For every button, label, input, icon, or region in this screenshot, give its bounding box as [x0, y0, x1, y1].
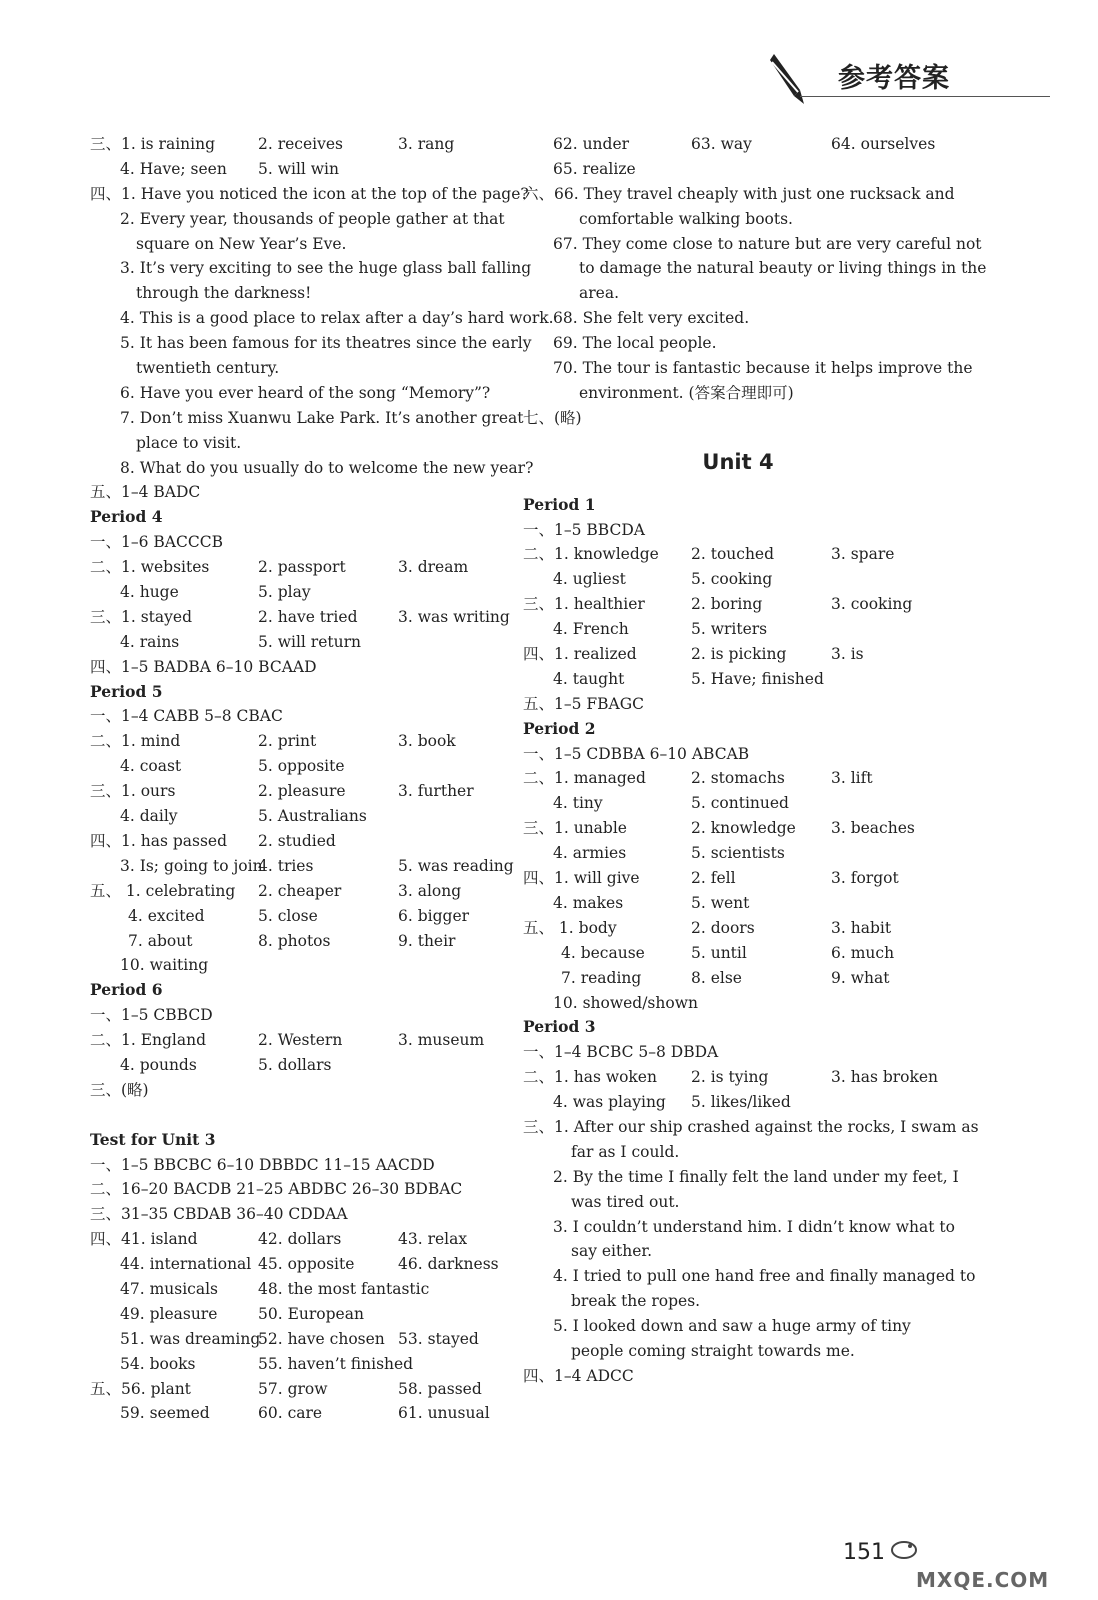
answer-text: 2. fell	[691, 869, 736, 888]
answer-text: 5. close	[258, 906, 318, 925]
answer-text: 二、1. has woken	[523, 1068, 657, 1087]
answer-text: 2. By the time I finally felt the land under my feet, I	[553, 1167, 959, 1186]
answer-line	[90, 456, 534, 481]
answer-text: 3. I couldn’t understand him. I didn’t know what to	[553, 1217, 955, 1236]
answer-text: 55. haven’t finished	[258, 1354, 414, 1373]
answer-line	[90, 431, 520, 456]
answer-text: 4. daily	[120, 807, 178, 826]
answer-line	[90, 929, 520, 954]
answer-text: 三、1. ours	[90, 782, 176, 801]
answer-line	[523, 1264, 976, 1289]
answer-text: 4. was playing	[553, 1093, 666, 1112]
answer-text: 46. darkness	[398, 1255, 499, 1274]
answer-line	[90, 1302, 520, 1327]
answer-text: 58. passed	[398, 1379, 482, 1398]
answer-text: 5. dollars	[258, 1055, 332, 1074]
answer-line	[523, 742, 953, 767]
answer-text: 2. knowledge	[691, 819, 796, 838]
answer-line	[90, 207, 520, 232]
answer-text: 67. They come close to nature but are very careful not	[553, 234, 982, 253]
answer-line	[523, 866, 953, 891]
answer-text: 8. else	[691, 968, 742, 987]
answer-text: 61. unusual	[398, 1404, 490, 1423]
answer-line	[523, 182, 953, 207]
answer-text: 2. receives	[258, 135, 343, 153]
answer-text: 3. book	[398, 732, 456, 751]
answer-text: 三、1. is raining	[90, 135, 216, 153]
answer-text: 53. stayed	[398, 1329, 479, 1348]
answer-text: 一、1–4 BCBC 5–8 DBDA	[523, 1043, 719, 1062]
answer-text: 2. pleasure	[258, 782, 346, 801]
answer-text: 三、1. After our ship crashed against the rocks, I swam as	[523, 1117, 979, 1136]
answer-text: 三、1. unable	[523, 819, 627, 838]
answer-line	[523, 717, 953, 742]
watermark	[884, 1530, 1084, 1596]
answer-text: 4. ugliest	[553, 570, 626, 589]
section-heading: Period 2	[523, 718, 596, 738]
answer-text: 63. way	[691, 135, 752, 153]
answer-text: 3. was writing	[398, 607, 510, 626]
answer-line	[523, 1190, 953, 1215]
answer-text: 一、1–6 BACCCB	[90, 533, 223, 552]
answer-line	[523, 1239, 953, 1264]
answer-line	[90, 1103, 520, 1128]
answer-text: square on New Year’s Eve.	[136, 234, 347, 253]
answer-line	[90, 1128, 520, 1153]
answer-text: environment. (答案合理即可)	[579, 383, 794, 402]
answer-text: 4. Have; seen	[120, 159, 227, 178]
answer-line	[523, 1065, 953, 1090]
answer-text: 70. The tour is fantastic because it helps improve the	[553, 359, 973, 378]
answer-line	[90, 978, 520, 1003]
answer-line	[90, 1003, 520, 1028]
section-heading: Test for Unit 3	[90, 1129, 216, 1149]
answer-line	[90, 680, 520, 705]
answer-text: 4. because	[561, 943, 645, 962]
answer-text: 4. makes	[553, 893, 624, 912]
answer-line	[90, 132, 520, 157]
answer-line	[523, 1364, 953, 1389]
answer-text: 4. rains	[120, 632, 180, 651]
answer-line	[90, 1028, 520, 1053]
section-heading: Period 1	[523, 494, 596, 514]
answer-line	[523, 991, 953, 1016]
answer-text: 62. under	[553, 135, 630, 153]
answer-line	[523, 1040, 953, 1065]
answer-text: 52. have chosen	[258, 1329, 385, 1348]
answer-line	[90, 953, 520, 978]
answer-text: 4. taught	[553, 669, 625, 688]
answer-line	[523, 816, 953, 841]
answer-text: 5. I looked down and saw a huge army of tiny	[553, 1317, 911, 1336]
answer-text: 48. the most fantastic	[258, 1279, 430, 1298]
answer-line	[90, 779, 520, 804]
header-rule	[800, 96, 1050, 97]
answer-line	[90, 704, 520, 729]
answer-text: 四、1–5 BADBA 6–10 BCAAD	[90, 657, 317, 676]
unit-heading: Unit 4	[702, 449, 774, 474]
answer-line	[90, 1078, 520, 1103]
answer-text: 5. continued	[691, 794, 789, 813]
answer-text: 3. rang	[398, 135, 455, 153]
answer-text: 3. forgot	[831, 869, 899, 888]
answer-text: 4. armies	[553, 844, 627, 863]
answer-line	[90, 530, 520, 555]
answer-text: 4. This is a good place to relax after a day’s hard work.	[120, 309, 554, 328]
answer-text: 3. further	[398, 782, 474, 801]
answer-text: 2. stomachs	[691, 769, 785, 788]
answer-line	[90, 754, 520, 779]
answer-text: 一、1–5 CDBBA 6–10 ABCAB	[523, 744, 750, 763]
answer-line	[90, 555, 520, 580]
answer-text: 10. showed/shown	[553, 993, 698, 1012]
answer-text: 六、66. They travel cheaply with just one rucksack and	[523, 184, 955, 203]
answer-text: 4. excited	[128, 906, 205, 925]
answer-text: 5. likes/liked	[691, 1093, 791, 1112]
answer-text: 68. She felt very excited.	[553, 309, 750, 328]
answer-text: 3. museum	[398, 1031, 485, 1050]
answer-text: 二、1. websites	[90, 558, 210, 577]
pen-icon	[760, 50, 840, 110]
answer-text: 2. passport	[258, 558, 346, 577]
answer-line	[523, 493, 953, 518]
answer-text: 2. is picking	[691, 645, 787, 664]
answer-text: 2. is tying	[691, 1068, 769, 1087]
answer-text: 7. reading	[561, 968, 642, 987]
answer-text: 三、1. stayed	[90, 607, 192, 626]
answer-line	[90, 281, 520, 306]
answer-line	[90, 1153, 520, 1178]
answer-line	[90, 1277, 520, 1302]
answer-text: 五、 1. body	[523, 918, 617, 937]
answer-line	[523, 256, 987, 281]
right-column-bottom	[523, 493, 979, 1389]
answer-text: through the darkness!	[136, 284, 312, 303]
answer-text: 2. Western	[258, 1031, 343, 1050]
answer-text: 6. Have you ever heard of the song “Memory”?	[120, 383, 491, 402]
answer-text: 5. Have; finished	[691, 669, 824, 688]
answer-text: 三、1. healthier	[523, 595, 645, 614]
answer-line	[523, 518, 953, 543]
answer-text: 3. beaches	[831, 819, 915, 838]
answer-text: 57. grow	[258, 1379, 328, 1398]
answer-line	[523, 281, 953, 306]
answer-text: 42. dollars	[258, 1230, 342, 1249]
answer-text: 一、1–5 BBCDA	[523, 520, 645, 539]
answer-text: 4. tries	[258, 856, 314, 875]
answer-line	[523, 157, 953, 182]
answer-line	[90, 232, 520, 257]
answer-line	[90, 356, 520, 381]
answer-text: 5. writers	[691, 620, 768, 639]
answer-text: 2. doors	[691, 918, 755, 937]
answer-text: 2. boring	[691, 595, 763, 614]
answer-text: people coming straight towards me.	[571, 1341, 855, 1360]
answer-text: 47. musicals	[120, 1279, 219, 1298]
answer-text: 3. It’s very exciting to see the huge glass ball falling	[120, 259, 532, 278]
answer-line	[90, 331, 532, 356]
answer-text: 69. The local people.	[553, 334, 717, 353]
answer-text: 四、1. Have you noticed the icon at the top of the page?	[90, 184, 529, 203]
answer-line	[90, 381, 520, 406]
answer-line	[90, 157, 520, 182]
answer-text: 49. pleasure	[120, 1304, 218, 1323]
answer-text: 64. ourselves	[831, 135, 936, 153]
answer-line	[523, 1090, 953, 1115]
answer-line	[523, 1289, 953, 1314]
answer-text: comfortable walking boots.	[579, 209, 793, 228]
answer-line	[523, 567, 953, 592]
answer-line	[90, 904, 520, 929]
answer-text: twentieth century.	[136, 359, 280, 378]
answer-text: 3. habit	[831, 918, 892, 937]
answer-text: 59. seemed	[120, 1404, 210, 1423]
answer-text: 5. opposite	[258, 757, 345, 776]
watermark-text: MXQE.COM	[916, 1568, 1050, 1592]
answer-line	[523, 232, 982, 257]
answer-text: 5. was reading	[398, 856, 514, 875]
answer-text: 8. What do you usually do to welcome the new year?	[120, 458, 534, 477]
answer-text: 8. photos	[258, 931, 331, 950]
answer-text: 7. about	[128, 931, 193, 950]
answer-text: 4. French	[553, 620, 629, 639]
answer-text: 四、1–4 ADCC	[523, 1366, 634, 1385]
answer-line	[523, 966, 953, 991]
answer-text: 二、16–20 BACDB 21–25 ABDBC 26–30 BDBAC	[90, 1180, 463, 1199]
answer-line	[523, 791, 953, 816]
answer-line	[523, 916, 953, 941]
answer-text: 一、1–5 CBBCD	[90, 1006, 213, 1025]
answer-line	[90, 655, 520, 680]
answer-line	[523, 356, 973, 381]
answer-text: 3. dream	[398, 558, 469, 577]
answer-line	[90, 505, 520, 530]
answer-line	[523, 891, 953, 916]
answer-line	[523, 941, 953, 966]
answer-line	[90, 1202, 520, 1227]
answer-line	[523, 406, 953, 431]
answer-line	[523, 667, 953, 692]
answer-text: 四、1. will give	[523, 869, 640, 888]
page-header	[760, 50, 1050, 110]
answer-line	[523, 1339, 953, 1364]
answer-text: 七、(略)	[523, 408, 582, 427]
answer-text: 43. relax	[398, 1230, 468, 1249]
answer-text: 4. huge	[120, 583, 179, 602]
answer-text: 3. Is; going to join	[120, 856, 263, 875]
answer-line	[90, 804, 520, 829]
section-heading: Period 6	[90, 980, 163, 1000]
answer-line	[90, 854, 520, 879]
answer-line	[90, 580, 520, 605]
answer-text: 5. will return	[258, 632, 361, 651]
answer-text: 5. scientists	[691, 844, 785, 863]
answer-text: 三、31–35 CBDAB 36–40 CDDAA	[90, 1205, 348, 1224]
answer-line	[90, 182, 529, 207]
answer-line	[523, 766, 953, 791]
answer-text: was tired out.	[571, 1192, 680, 1211]
section-heading: Period 4	[90, 507, 163, 527]
answer-text: 5. It has been famous for its theatres since the early	[120, 334, 532, 353]
answer-text: 45. opposite	[258, 1255, 355, 1274]
answer-text: 4. pounds	[120, 1055, 197, 1074]
answer-line	[90, 306, 554, 331]
answer-line	[523, 617, 953, 642]
answer-text: 44. international	[120, 1255, 252, 1274]
answer-line	[90, 729, 520, 754]
answer-line	[523, 207, 953, 232]
answer-line	[523, 692, 953, 717]
answer-text: 五、56. plant	[90, 1379, 191, 1398]
answer-text: 5. play	[258, 583, 311, 602]
answer-line	[523, 642, 953, 667]
answer-text: 10. waiting	[120, 956, 209, 975]
answer-line	[90, 1227, 520, 1252]
answer-text: 二、1. England	[90, 1031, 207, 1050]
answer-line	[523, 132, 953, 157]
answer-text: 五、 1. celebrating	[90, 881, 236, 900]
answer-text: 3. along	[398, 881, 462, 900]
answer-line	[90, 1252, 520, 1277]
answer-text: 4. tiny	[553, 794, 603, 813]
answer-line	[523, 592, 953, 617]
answer-line	[90, 256, 532, 281]
answer-text: 五、1–5 FBAGC	[523, 694, 644, 713]
answer-line	[90, 1352, 520, 1377]
right-column	[523, 132, 987, 1389]
answer-text: 4. coast	[120, 757, 182, 776]
answer-line	[523, 1215, 953, 1240]
answer-text: 2. studied	[258, 831, 336, 850]
answer-text: 2. print	[258, 732, 317, 751]
answer-text: 51. was dreaming	[120, 1329, 261, 1348]
answer-text: to damage the natural beauty or living things in the	[579, 259, 987, 278]
answer-line	[523, 1165, 959, 1190]
answer-text: 3. is	[831, 645, 864, 664]
answer-text: area.	[579, 284, 619, 303]
section-heading: Period 3	[523, 1017, 596, 1037]
answer-text: place to visit.	[136, 433, 242, 452]
answer-text: 7. Don’t miss Xuanwu Lake Park. It’s another great	[120, 408, 524, 427]
answer-text: 9. their	[398, 931, 456, 950]
answer-text: 4. I tried to pull one hand free and finally managed to	[553, 1267, 976, 1286]
right-column-top	[523, 132, 987, 431]
watermark-bird-icon	[884, 1530, 924, 1570]
answer-text: 54. books	[120, 1354, 196, 1373]
answer-text: 三、(略)	[90, 1080, 149, 1099]
answer-text: break the ropes.	[571, 1292, 701, 1311]
answer-text: 2. cheaper	[258, 881, 342, 900]
answer-text: 四、1. has passed	[90, 831, 227, 850]
answer-line	[90, 829, 520, 854]
answer-text: 5. will win	[258, 159, 339, 178]
answer-text: far as I could.	[571, 1142, 680, 1161]
answer-line	[523, 1140, 953, 1165]
answer-text: 3. has broken	[831, 1068, 939, 1087]
answer-text: 一、1–4 CABB 5–8 CBAC	[90, 707, 283, 726]
answer-text: 3. spare	[831, 545, 895, 564]
answer-line	[90, 1053, 520, 1078]
answer-line	[90, 630, 520, 655]
answer-text: 5. cooking	[691, 570, 773, 589]
page-number: 151	[843, 1540, 885, 1565]
answer-text: 五、1–4 BADC	[90, 483, 201, 502]
answer-text: 四、1. realized	[523, 645, 637, 664]
answer-line	[523, 1015, 953, 1040]
answer-text: 二、1. mind	[90, 732, 181, 751]
answer-key-title: 参考答案	[838, 63, 950, 94]
answer-line	[523, 306, 953, 331]
answer-text: 5. went	[691, 893, 750, 912]
answer-text: 四、41. island	[90, 1230, 198, 1249]
answer-text: 6. bigger	[398, 906, 470, 925]
answer-line	[90, 1177, 520, 1202]
answer-line	[90, 1401, 520, 1426]
answer-line	[90, 406, 524, 431]
answer-line	[523, 331, 953, 356]
answer-line	[523, 1314, 953, 1339]
answer-line	[90, 879, 520, 904]
answer-text: 2. have tried	[258, 607, 358, 626]
answer-text: 3. cooking	[831, 595, 913, 614]
answer-text: 5. Australians	[258, 807, 367, 826]
answer-line	[90, 1377, 520, 1402]
answer-text: 60. care	[258, 1404, 323, 1423]
answer-line	[523, 542, 953, 567]
answer-text: 6. much	[831, 943, 895, 962]
answer-text: 2. Every year, thousands of people gather at that	[120, 209, 505, 228]
answer-text: 5. until	[691, 943, 747, 962]
answer-line	[90, 605, 520, 630]
answer-line	[90, 1327, 520, 1352]
answer-line	[523, 1115, 979, 1140]
answer-text: 二、1. managed	[523, 769, 646, 788]
answer-text: 50. European	[258, 1304, 364, 1323]
answer-text: 65. realize	[553, 159, 636, 178]
answer-line	[523, 381, 953, 406]
answer-text: 9. what	[831, 968, 890, 987]
answer-text: 3. lift	[831, 769, 873, 788]
answer-line	[523, 841, 953, 866]
answer-text: 一、1–5 BBCBC 6–10 DBBDC 11–15 AACDD	[90, 1155, 435, 1174]
section-heading: Period 5	[90, 681, 163, 701]
answer-text: 二、1. knowledge	[523, 545, 659, 564]
answer-text: 2. touched	[691, 545, 775, 564]
answer-text: say either.	[571, 1242, 653, 1261]
answer-line	[90, 480, 520, 505]
